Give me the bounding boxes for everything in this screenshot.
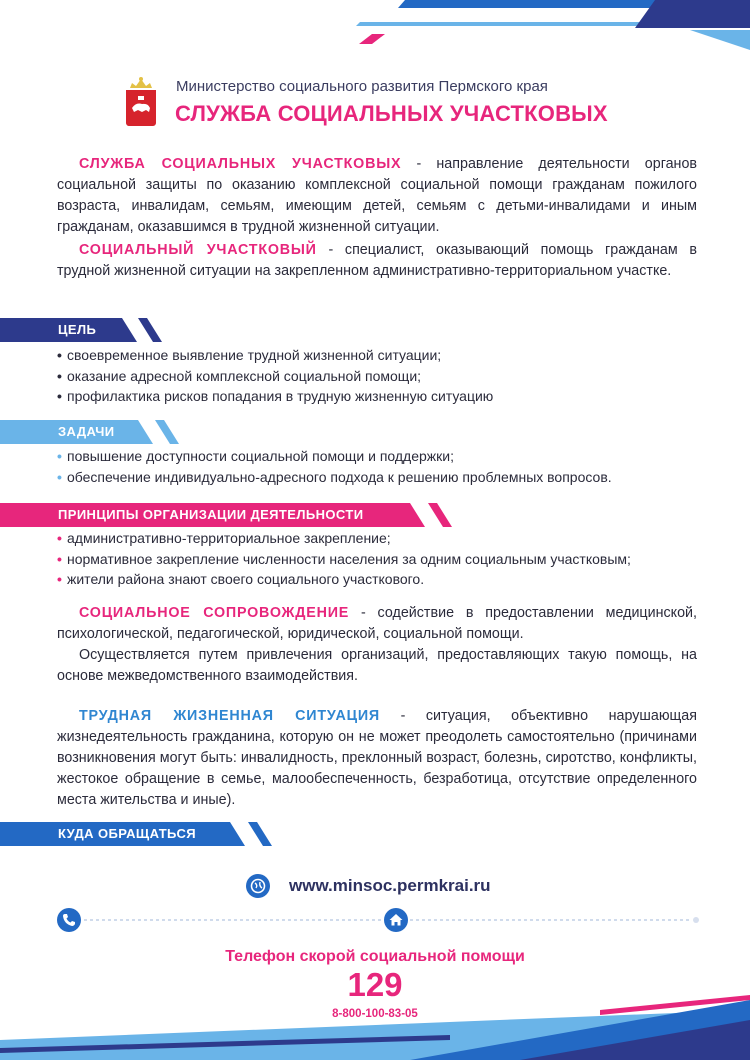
- support-definition: - содействие в предоставлении медицинской, психологической, педагогической, юридической, социальной помощи.: [57, 605, 697, 642]
- page-title: СЛУЖБА СОЦИАЛЬНЫХ УЧАСТКОВЫХ: [175, 101, 608, 126]
- hotline-label: Телефон скорой социальной помощи: [225, 948, 525, 965]
- hotline-number[interactable]: 129: [347, 966, 403, 1003]
- intro-term-2: СОЦИАЛЬНЫЙ УЧАСТКОВЫЙ: [79, 242, 317, 258]
- list-item: • оказание адресной комплексной социальной помощи;: [57, 367, 422, 384]
- list-item: • нормативное закрепление численности населения за одним социальным участковым;: [57, 550, 631, 567]
- tasks-heading: ЗАДАЧИ: [58, 424, 115, 439]
- intro-definition-1: - направление деятельности органов социальной защиты по оказанию комплексной социальной помощи гражданам пожилого возраста, инвалидам, семьям, имеющим детей, семьям с детьми-инвалидами и иным гражданам, оказавшимся в трудной жизненной ситуации.: [57, 156, 697, 235]
- list-item: • повышение доступности социальной помощи и поддержки;: [57, 448, 455, 464]
- tasks-list: [57, 446, 612, 487]
- principles-heading: ПРИНЦИПЫ ОРГАНИЗАЦИИ ДЕЯТЕЛЬНОСТИ: [58, 507, 364, 522]
- phone-icon: [57, 908, 81, 932]
- home-icon: [384, 908, 408, 932]
- goal-heading: ЦЕЛЬ: [58, 322, 97, 337]
- list-item: • административно-территориальное закрепление;: [57, 530, 391, 546]
- intro-definition-2: - специалист, оказывающий помощь гражданам в трудной жизненной ситуации на закрепленном административно-территориальном участке.: [57, 242, 697, 279]
- website-link[interactable]: www.minsoc.permkrai.ru: [289, 876, 491, 895]
- list-item: • обеспечение индивидуально-адресного подхода к решению проблемных вопросов.: [57, 468, 612, 485]
- list-item: • своевременное выявление трудной жизненной ситуации;: [57, 347, 442, 363]
- intro-paragraph-1: [57, 154, 697, 238]
- intro-term-1: СЛУЖБА СОЦИАЛЬНЫХ УЧАСТКОВЫХ: [79, 156, 402, 172]
- situation-paragraph: [57, 706, 697, 811]
- list-item: • профилактика рисков попадания в трудную жизненную ситуацию: [57, 388, 494, 404]
- support-paragraph: [57, 603, 697, 645]
- contacts-heading: КУДА ОБРАЩАТЬСЯ: [58, 826, 196, 841]
- principles-list: [57, 528, 631, 590]
- situation-term: ТРУДНАЯ ЖИЗНЕННАЯ СИТУАЦИЯ: [79, 708, 381, 724]
- list-item: • жители района знают своего социального участкового.: [57, 571, 425, 587]
- support-extra-paragraph: Осуществляется путем привлечения организаций, предоставляющих такую помощь, на основе межведомственного взаимодействия.: [57, 647, 697, 684]
- support-term: СОЦИАЛЬНОЕ СОПРОВОЖДЕНИЕ: [79, 605, 350, 621]
- globe-icon: [246, 874, 270, 898]
- intro-paragraph-2: [57, 240, 697, 282]
- hotline-alt-number[interactable]: 8-800-100-83-05: [332, 1008, 418, 1020]
- goal-list: [57, 345, 493, 407]
- ministry-name: Министерство социального развития Пермского края: [176, 78, 548, 95]
- situation-definition: - ситуация, объективно нарушающая жизнедеятельность гражданина, которую он не может преодолеть самостоятельно (причинами возникновения могут быть: инвалидность, преклонный возраст, болезнь, сиротство, конфликты, жестокое обращение в семье, малообеспеченность, безработица, отсутствие определенного места жительства и иные).: [57, 708, 698, 808]
- perm-krai-emblem: [122, 70, 160, 130]
